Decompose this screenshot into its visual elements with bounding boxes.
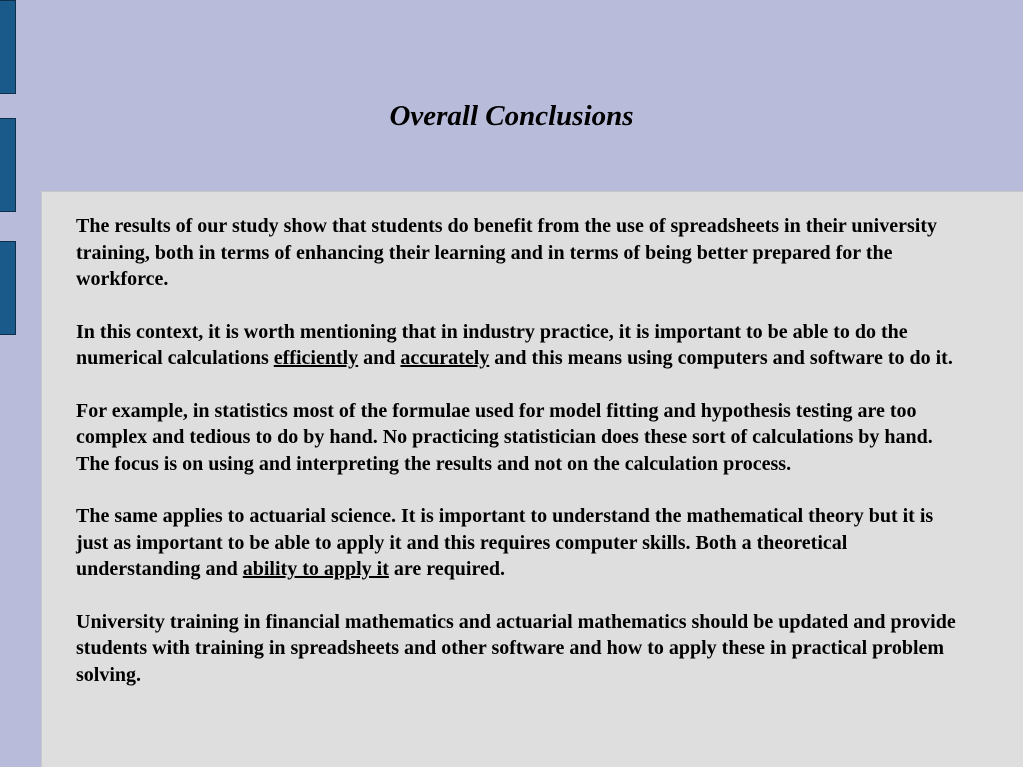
paragraph-study-results xyxy=(76,213,963,293)
paragraph-industry-practice xyxy=(76,319,963,372)
emphasis-efficiently: efficiently xyxy=(273,347,359,369)
content-box xyxy=(41,191,1023,767)
paragraph-text: The same applies to actuarial science. It is important to understand the mathematical theory but it is just as important to be able to apply it and this requires computer skills. Both a theoretical understanding and xyxy=(76,505,934,580)
slide-title: Overall Conclusions xyxy=(389,100,634,132)
paragraph-text: and this means using computers and software to do it. xyxy=(489,347,953,369)
paragraph-university-training xyxy=(76,609,963,689)
paragraph-text: For example, in statistics most of the formulae used for model fitting and hypothesis testing are too complex and tedious to do by hand. No practicing statistician does these sort of calculations by hand. The focus is on using and interpreting the results and not on the calculation process. xyxy=(76,399,933,475)
decorative-side-bar-top xyxy=(0,0,16,94)
paragraph-text: are required. xyxy=(388,558,505,580)
emphasis-accurately: accurately xyxy=(400,347,490,369)
decorative-side-bar-bottom xyxy=(0,241,16,335)
emphasis-ability-to-apply-it: ability to apply it xyxy=(242,558,389,580)
paragraph-text: The results of our study show that students do benefit from the use of spreadsheets in their university training, both in terms of enhancing their learning and in terms of being better prepared for the workforce. xyxy=(76,215,937,290)
paragraph-statistics-example xyxy=(76,398,963,478)
paragraph-text: University training in financial mathematics and actuarial mathematics should be updated and provide students with training in spreadsheets and other software and how to apply these in practical problem solving. xyxy=(76,610,956,686)
paragraph-actuarial-science xyxy=(76,503,963,583)
paragraph-text: and xyxy=(358,347,401,369)
paragraph-text: In this context, it is worth mentioning that in industry practice, it is important to be able to do the numerical calculations xyxy=(76,320,908,369)
